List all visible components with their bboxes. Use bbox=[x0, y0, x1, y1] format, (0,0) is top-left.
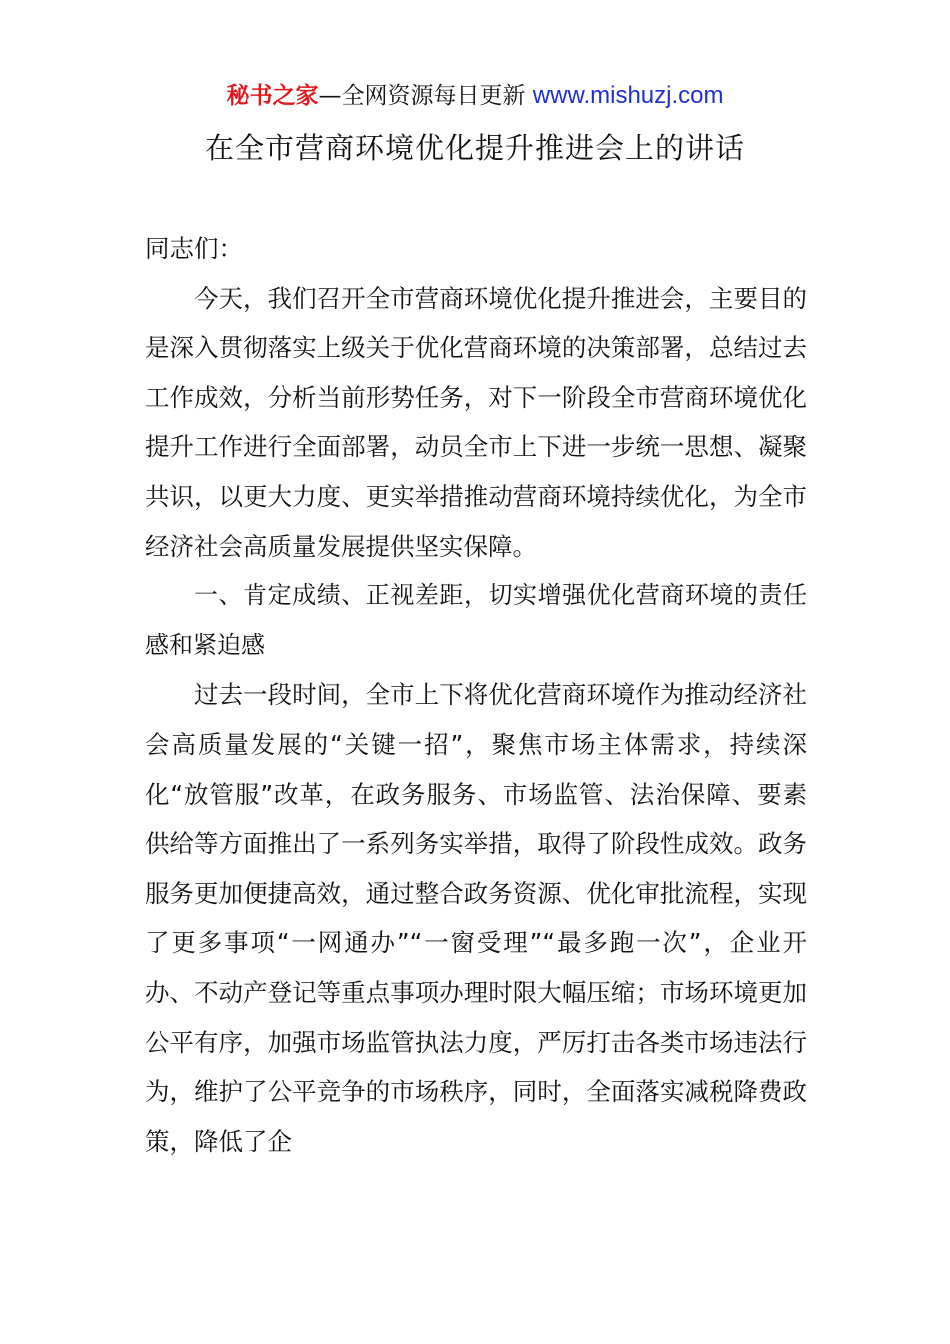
document-body bbox=[145, 224, 807, 1166]
site-url-link[interactable]: www.mishuzj.com bbox=[532, 82, 724, 109]
salutation: 同志们： bbox=[145, 234, 243, 263]
site-header bbox=[0, 80, 950, 112]
paragraph-intro: 今天，我们召开全市营商环境优化提升推进会，主要目的是深入贯彻落实上级关于优化营商环境的决策部署，总结过去工作成效，分析当前形势任务，对下一阶段全市营商环境优化提升工作进行全面部署，动员全市上下进一步统一思想、凝聚共识，以更大力度、更实举措推动营商环境持续优化，为全市经济社会高质量发展提供坚实保障。 bbox=[145, 283, 807, 561]
paragraph-achievements: 过去一段时间，全市上下将优化营商环境作为推动经济社会高质量发展的“关键一招”，聚焦市场主体需求，持续深化“放管服”改革，在政务服务、市场监管、法治保障、要素供给等方面推出了一系列务实举措，取得了阶段性成效。政务服务更加便捷高效，通过整合政务资源、优化审批流程，实现了更多事项“一网通办”“一窗受理”“最多跑一次”，企业开办、不动产登记等重点事项办理时限大幅压缩；市场环境更加公平有序，加强市场监管执法力度，严厉打击各类市场违法行为，维护了公平竞争的市场秩序，同时，全面落实减税降费政策，降低了企 bbox=[145, 680, 807, 1156]
header-tagline: —全网资源每日更新 bbox=[318, 83, 526, 109]
section-heading-1: 一、肯定成绩、正视差距，切实增强优化营商环境的责任感和紧迫感 bbox=[145, 581, 807, 659]
document-title: 在全市营商环境优化提升推进会上的讲话 bbox=[204, 131, 745, 165]
brand-name: 秘书之家 bbox=[226, 83, 319, 109]
